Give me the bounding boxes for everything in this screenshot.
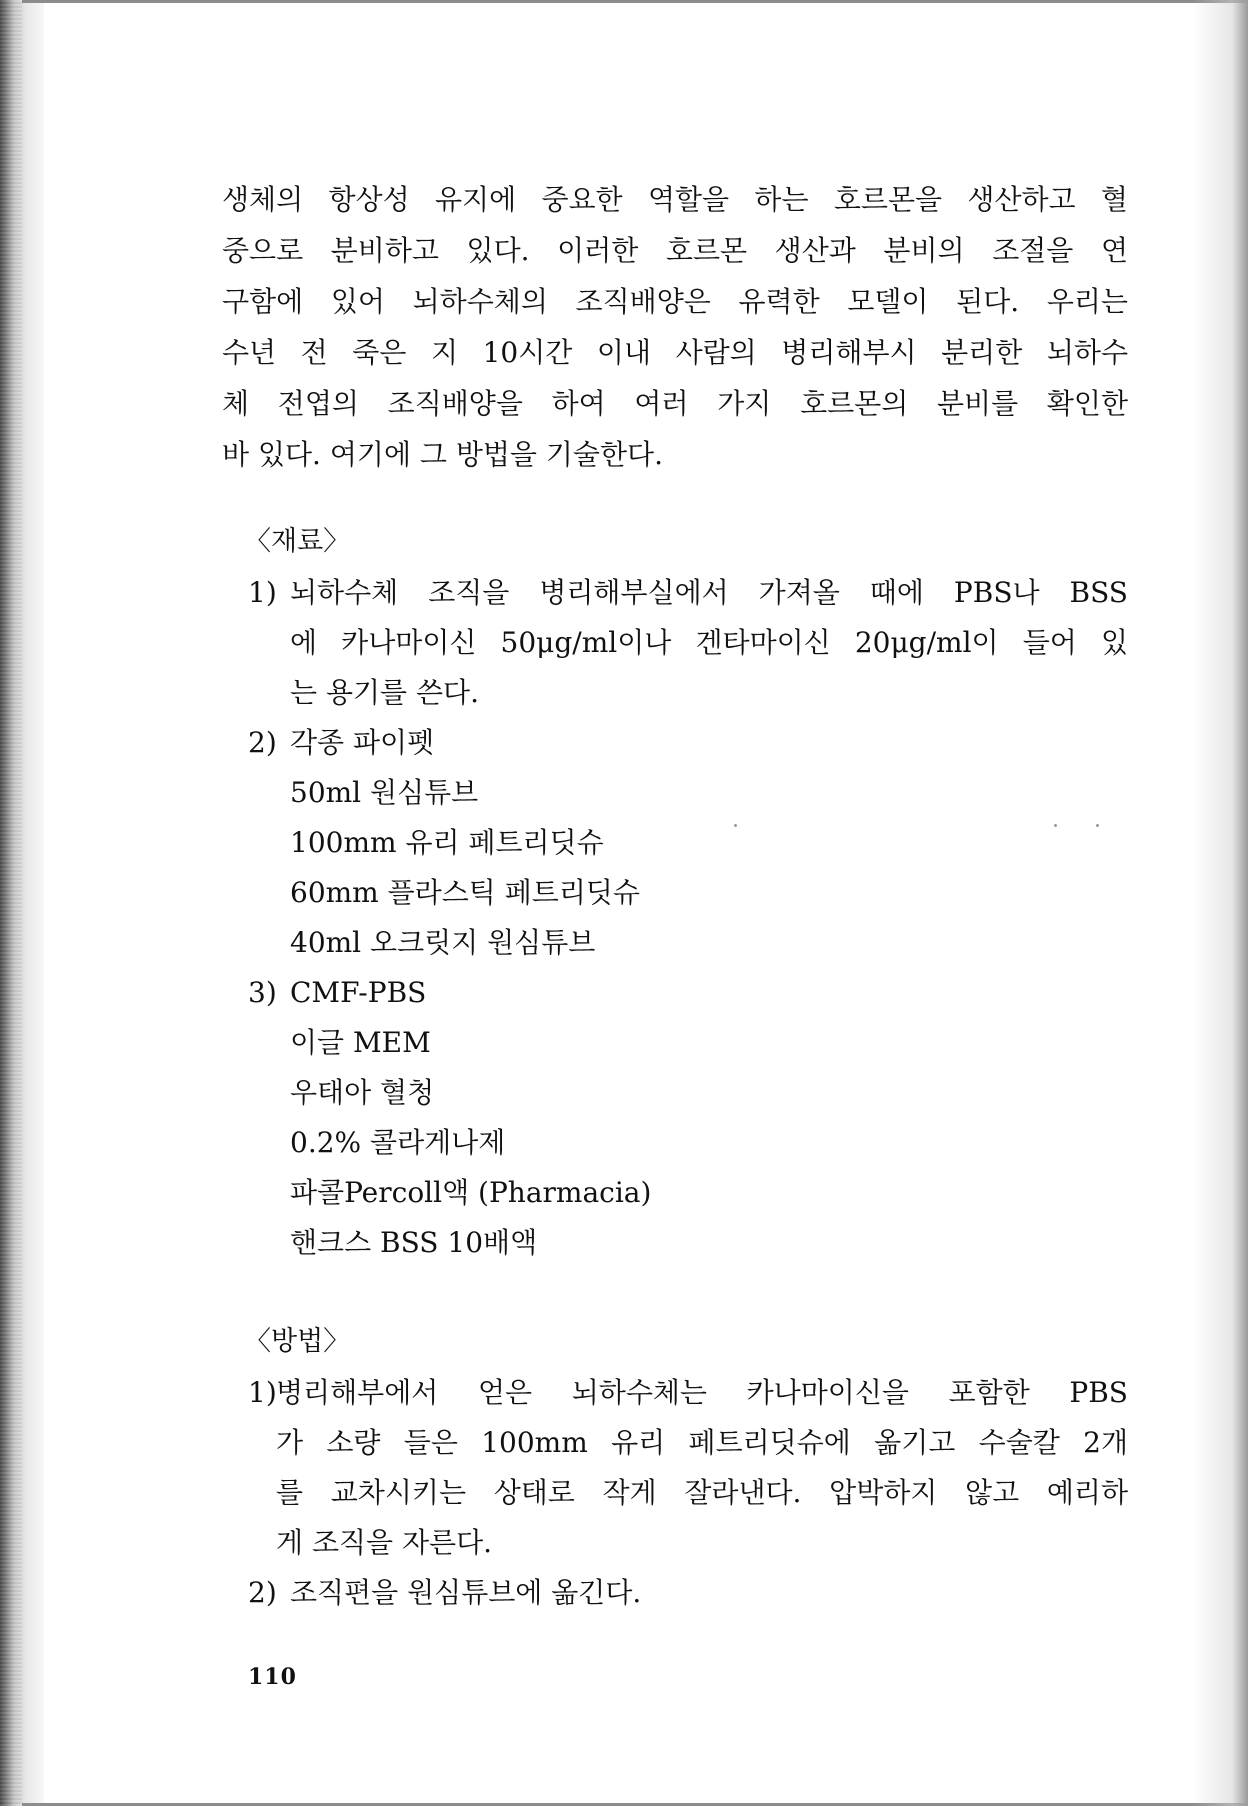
- methods-item-number: 1): [248, 1376, 277, 1409]
- intro-paragraph: [222, 174, 1128, 480]
- scan-speck: [1096, 824, 1099, 827]
- methods-heading: 〈방법〉: [244, 1326, 351, 1357]
- intro-line: 생체의 항상성 유지에 중요한 역할을 하는 호르몬을 생산하고 혈: [222, 183, 1128, 216]
- intro-line: 바 있다. 여기에 그 방법을 기술한다.: [222, 438, 663, 471]
- materials-item-line: 이글 MEM: [290, 1026, 431, 1059]
- materials-item-line: 핸크스 BSS 10배액: [290, 1226, 538, 1259]
- materials-item-number: 2): [248, 726, 277, 759]
- page-number: 110: [248, 1664, 297, 1690]
- methods-item-number: 2): [248, 1576, 277, 1609]
- materials-heading: 〈재료〉: [244, 526, 351, 557]
- scan-speck: [734, 824, 737, 827]
- materials-item-number: 3): [248, 976, 277, 1009]
- methods-item-line: 조직편을 원심튜브에 옮긴다.: [290, 1576, 642, 1609]
- methods-item-line: 가 소량 들은 100mm 유리 페트리딧슈에 옮기고 수술칼 2개: [276, 1426, 1128, 1459]
- methods-item-line: 게 조직을 자른다.: [276, 1526, 493, 1559]
- intro-line: 중으로 분비하고 있다. 이러한 호르몬 생산과 분비의 조절을 연: [222, 234, 1128, 267]
- methods-item-line: 병리해부에서 얻은 뇌하수체는 카나마이신을 포함한 PBS: [276, 1376, 1128, 1409]
- materials-item-line: 에 카나마이신 50μg/ml이나 겐타마이신 20μg/ml이 들어 있: [290, 626, 1128, 659]
- materials-item-line: 60mm 플라스틱 페트리딧슈: [290, 876, 640, 909]
- intro-line: 수년 전 죽은 지 10시간 이내 사람의 병리해부시 분리한 뇌하수: [222, 336, 1128, 369]
- materials-item-line: 100mm 유리 페트리딧슈: [290, 826, 604, 859]
- scan-speck: [1054, 824, 1057, 827]
- materials-item-line: 는 용기를 쓴다.: [290, 676, 479, 709]
- intro-line: 구함에 있어 뇌하수체의 조직배양은 유력한 모델이 된다. 우리는: [222, 285, 1128, 318]
- intro-line: 체 전엽의 조직배양을 하여 여러 가지 호르몬의 분비를 확인한: [222, 387, 1128, 420]
- materials-item-line: 40ml 오크릿지 원심튜브: [290, 926, 596, 959]
- materials-item-line: CMF-PBS: [290, 976, 427, 1009]
- materials-item-line: 파콜Percoll액 (Pharmacia): [290, 1176, 652, 1209]
- materials-item-number: 1): [248, 576, 277, 609]
- materials-item-line: 우태아 혈청: [290, 1076, 435, 1109]
- materials-item-line: 50ml 원심튜브: [290, 776, 479, 809]
- materials-item-line: 0.2% 콜라게나제: [290, 1126, 506, 1159]
- materials-item-line: 각종 파이펫: [290, 726, 435, 759]
- materials-item-line: 뇌하수체 조직을 병리해부실에서 가져올 때에 PBS나 BSS: [290, 576, 1128, 609]
- methods-item-line: 를 교차시키는 상태로 작게 잘라낸다. 압박하지 않고 예리하: [276, 1476, 1128, 1509]
